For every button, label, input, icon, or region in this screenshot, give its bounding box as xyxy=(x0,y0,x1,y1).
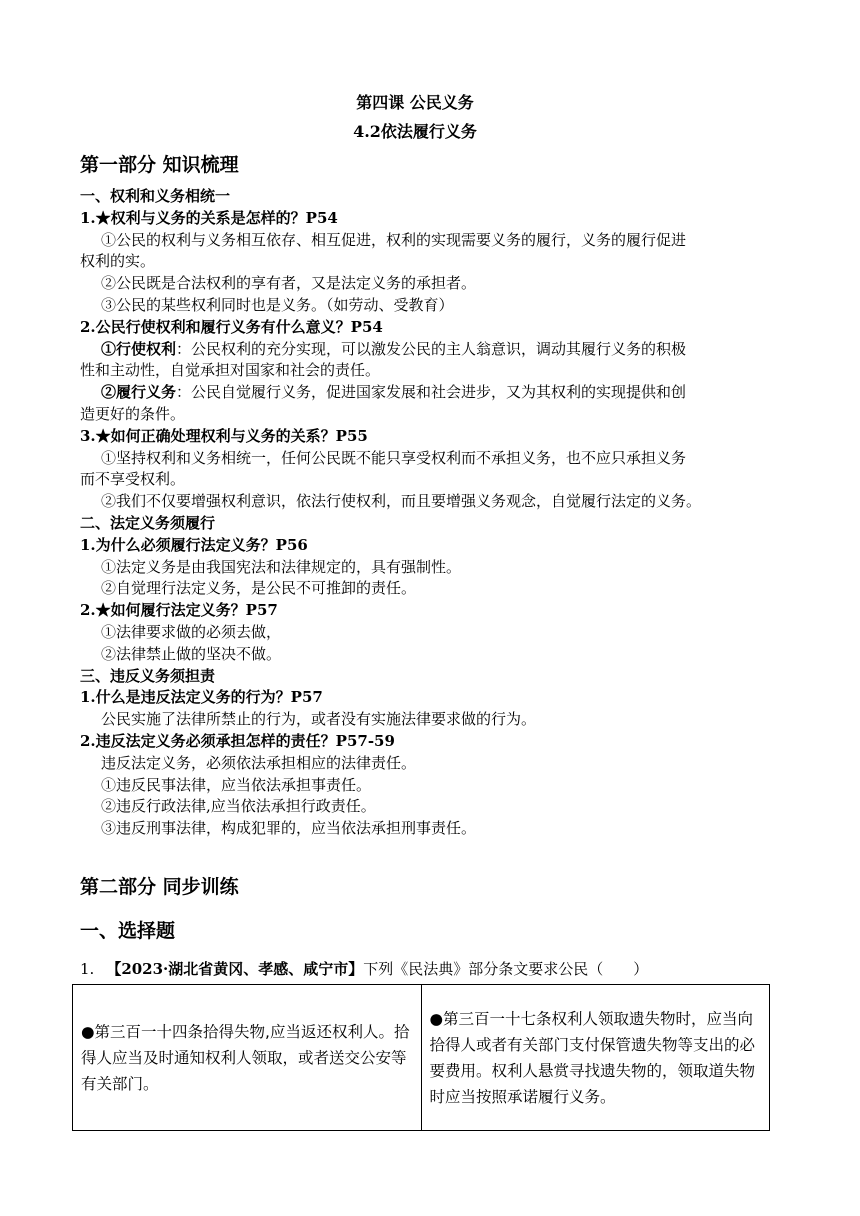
outline-line: 二、法定义务须履行 xyxy=(80,514,216,532)
outline-line: ②我们不仅要增强权利意识，依法行使权利，而且要增强义务观念，自觉履行法定的义务。 xyxy=(101,492,702,511)
question-1 xyxy=(80,958,648,979)
outline-line: 2.公民行使权利和履行义务有什么意义？P54 xyxy=(80,317,383,336)
outline-line: ①法定义务是由我国宪法和法律规定的，具有强制性。 xyxy=(101,557,462,576)
outline-line: 1.什么是违反法定义务的行为？P57 xyxy=(80,688,323,707)
outline-line: ②违反行政法律,应当依法承担行政责任。 xyxy=(101,797,376,816)
outline-line: 3.★如何正确处理权利与义务的关系？P55 xyxy=(80,426,368,445)
outline-line-lead: ②履行义务 xyxy=(101,383,177,402)
outline-line: 而不享受权利。 xyxy=(80,470,186,489)
outline-line: ①违反民事法律，应当依法承担事责任。 xyxy=(101,775,372,794)
outline-line: 2.★如何履行法定义务？P57 xyxy=(80,601,278,620)
outline-line: ③违反刑事法律，构成犯罪的，应当依法承担刑事责任。 xyxy=(101,819,477,838)
part2-heading: 第二部分 同步训练 xyxy=(80,876,239,898)
outline-line: 三、违反义务须担责 xyxy=(80,666,216,685)
choice-section-heading: 一、选择题 xyxy=(80,920,176,942)
outline-line: 造更好的条件。 xyxy=(80,405,186,423)
outline-line: 权利的实。 xyxy=(80,252,156,271)
article-314-cell: ●第三百一十四条拾得失物,应当返还权利人。拾得人应当及时通知权利人领取，或者送交公安等有关部门。 xyxy=(73,985,422,1131)
outline-line: ②法律禁止做的坚决不做。 xyxy=(101,644,282,663)
outline-line: ①坚持权利和义务相统一，任何公民既不能只享受权利而不承担义务，也不应只承担义务 xyxy=(101,448,687,467)
outline-line: ③公民的某些权利同时也是义务。（如劳动、受教育） xyxy=(101,296,454,314)
outline-line: 一、权利和义务相统一 xyxy=(80,187,231,205)
outline-line: ①公民的权利与义务相互依存、相互促进，权利的实现需要义务的履行，义务的履行促进 xyxy=(101,230,687,249)
outline-line xyxy=(101,382,686,402)
article-317-cell: ●第三百一十七条权利人领取遗失物时，应当向拾得人或者有关部门支付保管遗失物等支出的必要费用。权利人悬赏寻找遗失物的，领取道失物时应当按照承诺履行义务。 xyxy=(421,985,770,1131)
lesson-title: 第四课 公民义务 xyxy=(356,93,474,112)
part1-heading: 第一部分 知识梳理 xyxy=(80,154,239,176)
outline-line: 公民实施了法律所禁止的行为，或者没有实施法律要求做的行为。 xyxy=(101,710,537,729)
section-title: 4.2依法履行义务 xyxy=(353,122,477,141)
outline-line: ②自觉理行法定义务，是公民不可推卸的责任。 xyxy=(101,579,417,598)
outline-line: 1.为什么必须履行法定义务？P56 xyxy=(80,535,308,554)
question-source: 【2023·湖北省黄冈、孝感、咸宁市】 xyxy=(106,960,364,978)
outline-line-rest: ：公民自觉履行义务，促进国家发展和社会进步，又为其权利的实现提供和创 xyxy=(176,383,687,402)
outline-line-rest: ：公民权利的充分实现，可以激发公民的主人翁意识，调动其履行义务的积极 xyxy=(176,339,687,358)
outline-line xyxy=(101,339,686,359)
outline-line: 性和主动性，自觉承担对国家和社会的责任。 xyxy=(80,361,381,380)
question-number: 1. xyxy=(80,960,95,978)
outline-line: 2.违反法定义务必须承担怎样的责任？P57-59 xyxy=(80,732,395,750)
outline-line-lead: ①行使权利 xyxy=(101,339,177,358)
law-articles-table xyxy=(72,984,770,1131)
outline-line: 违反法定义务，必须依法承担相应的法律责任。 xyxy=(101,753,417,772)
outline-line: ②公民既是合法权利的享有者，又是法定义务的承担者。 xyxy=(101,274,477,293)
outline-line: ①法律要求做的必须去做， xyxy=(101,623,282,641)
question-stem: 下列《民法典》部分条文要求公民（ ） xyxy=(363,960,649,978)
outline-line: 1.★权利与义务的关系是怎样的？P54 xyxy=(80,208,338,227)
